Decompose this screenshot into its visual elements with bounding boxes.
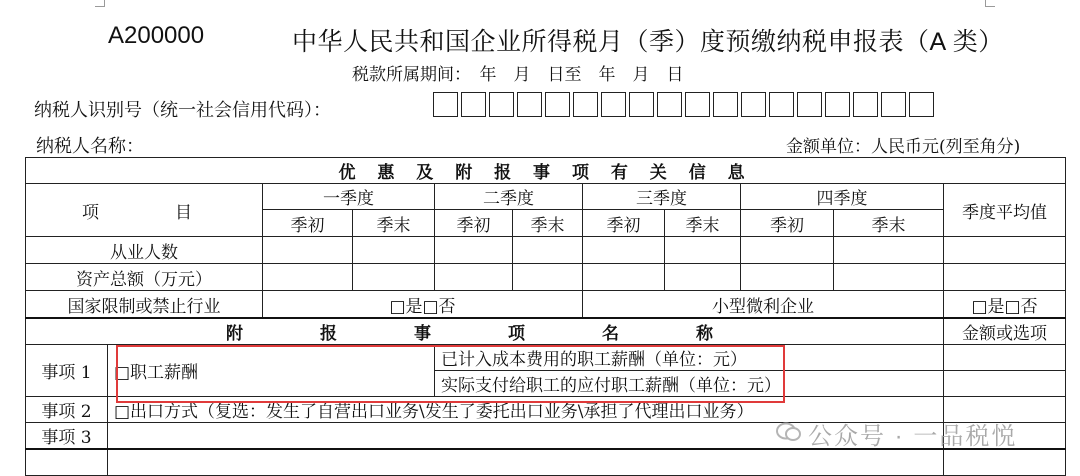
section-title-preferential: 优 惠 及 附 报 事 项 有 关 信 息 xyxy=(26,158,1066,184)
input-cell[interactable] xyxy=(435,264,513,291)
input-cell[interactable] xyxy=(513,237,583,264)
quarter-end-header: 季末 xyxy=(834,210,944,237)
quarter-end-header: 季末 xyxy=(513,210,583,237)
taxpayer-id-digit-box[interactable] xyxy=(797,92,822,117)
row-label-assets: 资产总额（万元） xyxy=(26,264,263,291)
row-label-small-micro: 小型微利企业 xyxy=(583,291,944,319)
quarter-end-header: 季末 xyxy=(353,210,435,237)
taxpayer-id-digit-box[interactable] xyxy=(461,92,486,117)
input-cell[interactable] xyxy=(583,237,665,264)
quarter-start-header: 季初 xyxy=(741,210,834,237)
input-cell[interactable] xyxy=(944,264,1066,291)
amount-unit: 金额单位：人民币元(列至角分) xyxy=(786,137,1021,157)
taxpayer-id-digit-box[interactable] xyxy=(433,92,458,117)
taxpayer-id-digit-box[interactable] xyxy=(769,92,794,117)
quarter-average-header: 季度平均值 xyxy=(944,184,1066,237)
quarter-start-header: 季初 xyxy=(583,210,665,237)
item-3-label: 事项 3 xyxy=(26,423,108,450)
watermark: 公众号 · 一品税悦 xyxy=(808,423,1018,450)
input-cell[interactable] xyxy=(944,345,1066,371)
taxpayer-id-digit-box[interactable] xyxy=(573,92,598,117)
taxpayer-id-digit-box[interactable] xyxy=(629,92,654,117)
input-cell[interactable] xyxy=(665,237,741,264)
taxpayer-id-digit-box[interactable] xyxy=(489,92,514,117)
payroll-cost-expensed-label: 已计入成本费用的职工薪酬（单位：元） xyxy=(435,345,944,371)
quarter-end-header: 季末 xyxy=(665,210,741,237)
input-cell[interactable] xyxy=(263,237,353,264)
page-corner-mark xyxy=(95,6,105,7)
amount-or-option-header: 金额或选项 xyxy=(944,318,1066,345)
restricted-industry-checkbox[interactable]: □是□否 xyxy=(263,291,583,319)
taxpayer-id-digit-box[interactable] xyxy=(517,92,542,117)
row-label-employees: 从业人数 xyxy=(26,237,263,264)
export-mode-checkbox[interactable]: □出口方式（复选：发生了自营出口业务\发生了委托出口业务\承担了代理出口业务） xyxy=(108,397,944,423)
table-row xyxy=(944,449,1066,476)
small-micro-checkbox[interactable]: □是□否 xyxy=(944,291,1066,319)
taxpayer-id-label: 纳税人识别号（统一社会信用代码）： xyxy=(34,100,331,121)
item-header: 项 目 xyxy=(26,184,263,237)
input-cell[interactable] xyxy=(353,237,435,264)
taxpayer-id-digit-box[interactable] xyxy=(853,92,878,117)
quarter-start-header: 季初 xyxy=(263,210,353,237)
taxpayer-id-digit-box[interactable] xyxy=(881,92,906,117)
item-2-label: 事项 2 xyxy=(26,397,108,423)
taxpayer-id-digit-box[interactable] xyxy=(685,92,710,117)
input-cell[interactable] xyxy=(741,264,834,291)
taxpayer-id-digit-box[interactable] xyxy=(657,92,682,117)
quarter-header: 三季度 xyxy=(583,184,741,210)
input-cell[interactable] xyxy=(741,237,834,264)
input-cell[interactable] xyxy=(834,237,944,264)
taxpayer-id-boxes[interactable] xyxy=(433,92,934,117)
taxpayer-id-digit-box[interactable] xyxy=(601,92,626,117)
input-cell[interactable] xyxy=(665,264,741,291)
taxpayer-id-digit-box[interactable] xyxy=(741,92,766,117)
item-1-label: 事项 1 xyxy=(26,345,108,397)
input-cell[interactable] xyxy=(944,371,1066,397)
page-corner-mark xyxy=(985,6,995,7)
input-cell[interactable] xyxy=(834,264,944,291)
quarter-header: 二季度 xyxy=(435,184,583,210)
section-title-attached-items: 附 报 事 项 名 称 xyxy=(26,318,944,345)
input-cell[interactable] xyxy=(944,237,1066,264)
form-title: 中华人民共和国企业所得税月（季）度预缴纳税申报表（A 类） xyxy=(292,28,1004,56)
input-cell[interactable] xyxy=(353,264,435,291)
taxpayer-name-label: 纳税人名称： xyxy=(36,136,144,157)
taxpayer-id-digit-box[interactable] xyxy=(545,92,570,117)
taxpayer-id-digit-box[interactable] xyxy=(825,92,850,117)
input-cell[interactable] xyxy=(435,237,513,264)
row-label-restricted-industry: 国家限制或禁止行业 xyxy=(26,291,263,319)
input-cell[interactable] xyxy=(583,264,665,291)
table-row xyxy=(26,449,108,476)
highlight-box xyxy=(116,345,785,403)
quarter-header: 一季度 xyxy=(263,184,435,210)
taxpayer-id-digit-box[interactable] xyxy=(713,92,738,117)
quarter-header: 四季度 xyxy=(741,184,944,210)
table-row xyxy=(108,449,944,476)
input-cell[interactable] xyxy=(513,264,583,291)
tax-period: 税款所属期间： 年 月 日至 年 月 日 xyxy=(352,65,684,85)
payroll-checkbox[interactable]: □职工薪酬 xyxy=(108,345,435,397)
taxpayer-id-digit-box[interactable] xyxy=(909,92,934,117)
quarter-start-header: 季初 xyxy=(435,210,513,237)
form-code: A200000 xyxy=(108,22,205,49)
input-cell[interactable] xyxy=(263,264,353,291)
payroll-actually-paid-label: 实际支付给职工的应付职工薪酬（单位：元） xyxy=(435,371,944,397)
